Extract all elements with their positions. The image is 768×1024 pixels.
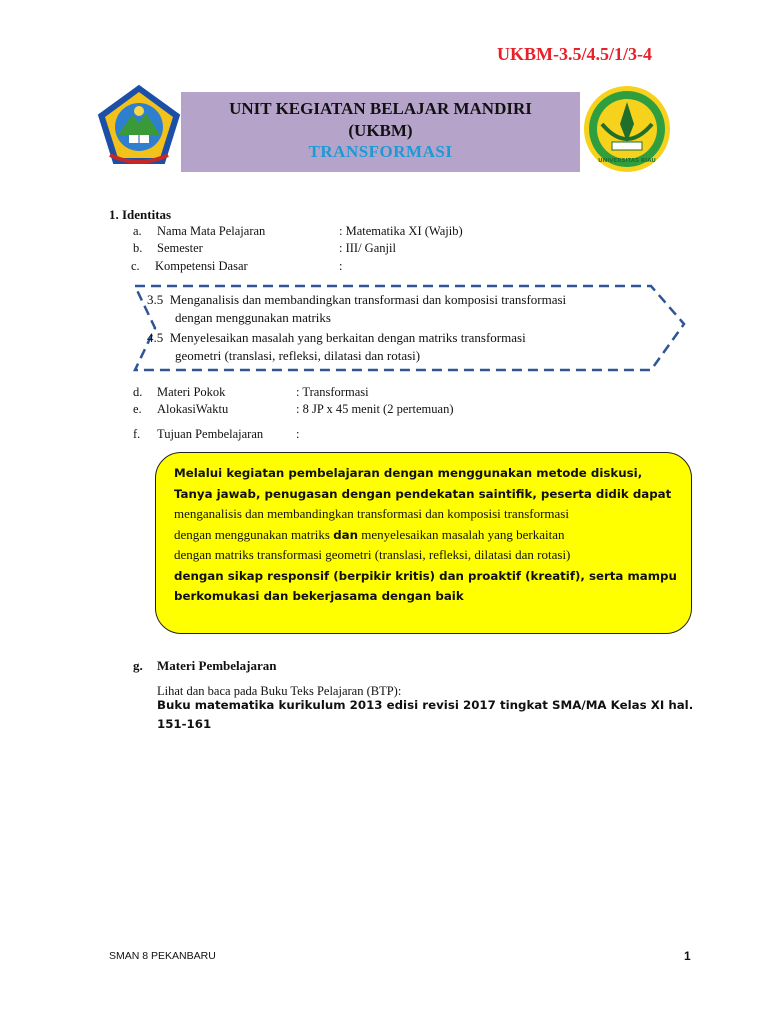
identity-row: d. Materi Pokok <box>133 385 226 399</box>
identity-value: : <box>296 427 300 441</box>
header-subject: TRANSFORMASI <box>308 142 453 161</box>
materi-book-line2: 151-161 <box>157 717 212 731</box>
learning-objective-box <box>155 452 692 634</box>
footer-school-name: SMAN 8 PEKANBARU <box>109 950 216 962</box>
section-identitas-title: 1. Identitas <box>109 207 172 222</box>
materi-intro: Lihat dan baca pada Buku Teks Pelajaran (BTP): <box>157 684 402 698</box>
identity-row: a. Nama Mata Pelajaran <box>133 224 266 238</box>
university-logo-text: UNIVERSITAS RIAU <box>598 158 656 164</box>
school-logo-icon <box>96 83 182 169</box>
materi-book-line1: Buku matematika kurikulum 2013 edisi revisi 2017 tingkat SMA/MA Kelas XI hal. <box>157 698 694 712</box>
header-title-line2: (UKBM) <box>348 121 413 140</box>
competency-item: 4.5 Menyelesaikan masalah yang berkaitan dengan matriks transformasi geometri (translasi, refleksi, dilatasi dan rotasi) <box>147 330 526 363</box>
identity-value: : 8 JP x 45 menit (2 pertemuan) <box>296 402 454 416</box>
identity-row: c. Kompetensi Dasar <box>131 259 248 273</box>
document-code: UKBM-3.5/4.5/1/3-4 <box>497 44 652 64</box>
identity-row: b. Semester <box>133 241 203 255</box>
identity-value: : Matematika XI (Wajib) <box>339 224 463 238</box>
section-materi-title: g. Materi Pembelajaran <box>133 658 277 673</box>
header-title-line1: UNIT KEGIATAN BELAJAR MANDIRI <box>229 99 532 118</box>
university-logo-icon <box>582 84 672 174</box>
identity-value: : III/ Ganjil <box>339 241 396 255</box>
identity-row: e. AlokasiWaktu <box>133 402 229 416</box>
page-number: 1 <box>684 949 691 963</box>
learning-objective-text: Melalui kegiatan pembelajaran dengan menggunakan metode diskusi, Tanya jawab, penugasan dengan pendekatan saintifik, peserta didik dapat menganalisis dan membandingkan transformasi dan komposisi transformasi dengan menggunakan matriks dan menyelesaikan masalah yang berkaitan dengan matriks transformasi geometri (translasi, refleksi, dilatasi dan rotasi) dengan sikap responsif (berpikir kritis) dan proaktif (kreatif), serta mampu berkomukasi dan bekerjasama dengan baik <box>174 466 677 603</box>
identity-value: : Transformasi <box>296 385 369 399</box>
identity-row: f. Tujuan Pembelajaran <box>133 427 264 441</box>
competency-item: 3.5 Menganalisis dan membandingkan transformasi dan komposisi transformasi dengan menggunakan matriks <box>147 292 567 325</box>
identity-value: : <box>339 259 343 273</box>
header-title-box <box>181 92 580 172</box>
